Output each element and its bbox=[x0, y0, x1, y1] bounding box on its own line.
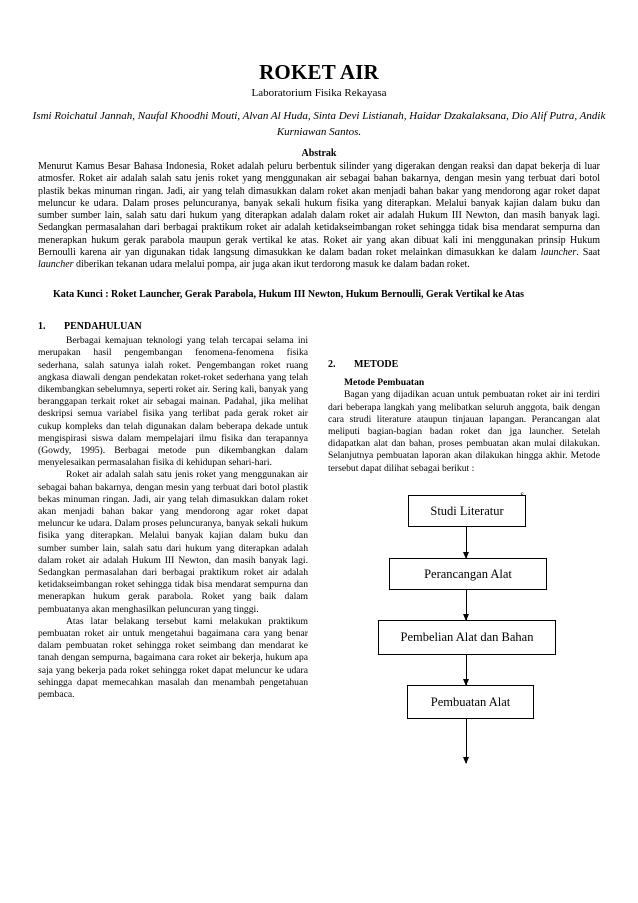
flow-arrow-2 bbox=[466, 590, 467, 620]
abstract-term-launcher-2: launcher bbox=[38, 259, 74, 270]
flow-arrow-4 bbox=[466, 719, 467, 763]
flow-step-pembelian-alat-bahan: Pembelian Alat dan Bahan bbox=[378, 620, 556, 655]
abstract-term-launcher: launcher bbox=[540, 246, 577, 258]
section-2-heading bbox=[328, 359, 600, 371]
section-1-paragraph-1: Berbagai kemajuan teknologi yang telah tercapai selama ini merupakan hasil pengembangan fenomena-fenomena fisika sederhana, salah satunya ialah roket. Pengembangan roket ruang angkasa diawali dengan pendekatan roket-roket sederhana yang telah dikembangkan sebelumnya, seperti roket air. Sering kali, banyak yang beranggapan terkait roket air sebagai mainan. Padahal, jika melihat deskripsi semua variabel fisika yang terlibat pada gerak roket air cukup kompleks dan telah digunakan dalam beberapa dekade untuk mengispirasi siswa dalam mempelajari ilmu fisika dan terapannya (Gowdy, 1995). Berbagai metode pun dikembangkan dalam menyelesaikan permasalahan fisika di kehidupan sehari-hari. bbox=[38, 335, 308, 469]
abstract-text-3: diberikan tekanan udara melalui pompa, air juga akan ikut terdorong masuk ke dalam badan roket. bbox=[73, 259, 470, 270]
section-1-heading bbox=[38, 321, 308, 333]
flow-arrow-3 bbox=[466, 655, 467, 685]
right-column bbox=[328, 359, 600, 475]
abstract-body bbox=[38, 161, 600, 271]
abstract-heading: Abstrak bbox=[301, 148, 337, 159]
paper-title: ROKET AIR bbox=[259, 60, 379, 84]
section-2-number: 2. bbox=[328, 359, 336, 370]
keywords: Kata Kunci : Roket Launcher, Gerak Parabola, Hukum III Newton, Hukum Bernoulli, Gerak Vertikal ke Atas bbox=[53, 289, 525, 300]
section-1-title: PENDAHULUAN bbox=[64, 321, 142, 332]
section-2-subheading: Metode Pembuatan bbox=[344, 377, 425, 389]
paper-affiliation: Laboratorium Fisika Rekayasa bbox=[251, 87, 387, 99]
left-column bbox=[38, 321, 308, 701]
section-1-paragraph-2: Roket air adalah salah satu jenis roket yang menggunakan air sebagai bahan bakarnya, dengan mesin yang terbuat dari botol plastik bekas minuman ringan. Jadi, air yang telah dimasukkan dalam roket akan menjadi bahan bakar yang mendorong agar roket dapat meluncur ke udara. Dalam proses peluncuranya, banyak sekali hukum fisika yang diterapkan. Melalui banyak kajian dalam buku dan sumber sumber lain, salah satu dari hukum yang diterapkan adalah dalam roket air adalah Hukum III Newton, dan masih banyak lagi. Sedangkan permasalahan dari berbagai praktikum roket air adalah ketidakseimbangan roket sehingga tidak bisa mendarat sempurna dan menerapkan hukum gerak parabola. Roket yang baik dalam pembuatanya akan menghasilkan peluncuran yang tinggi. bbox=[38, 469, 308, 615]
section-1-number: 1. bbox=[38, 321, 46, 332]
abstract-text-2: . Saat bbox=[576, 246, 600, 258]
flow-step-studi-literatur: Studi Literatur bbox=[408, 495, 526, 527]
section-2-paragraph-1: Bagan yang dijadikan acuan untuk pembuatan roket air ini terdiri dari beberapa langkah yang melibatkan seluruh anggota, baik dengan cara strudi literature ataupun tinjauan lapangan. Perancangan alat meliputi bagian-bagian badan roket dan jga launcher. Setelah didapatkan alat dan bahan, proses pembuatan akan mulai dilakukan. Selanjutnya pembuatan laporan akan dilakukan hingga akhir. Metode tersebut dapat dilihat sebagai berikut : bbox=[328, 389, 600, 474]
section-2-title: METODE bbox=[354, 359, 399, 370]
abstract-text-1: Menurut Kamus Besar Bahasa Indonesia, Roket adalah peluru berbentuk silinder yang digerakan dengan reaksi dan dapat bekerja di luar atmosfer. Roket air adalah salah satu jenis roket yang menggunakan air sebagai bahan bakarnya, dengan mesin yang terbuat dari botol plastik bekas minuman ringan. Jadi, air yang telah dimasukkan dalam roket akan menjadi bahan bakar yang mendorong agar roket dapat meluncur ke udara. Dalam proses peluncuranya, banyak sekali hukum fisika yang diterapkan. Melalui banyak kajian dalam buku dan sumber sumber lain, salah satu dari hukum yang diterapkan adalah dalam roket air adalah Hukum III Newton, dan masih banyak lagi. Sedangkan permasalahan dari berbagai praktikum roket air adalah ketidakseimbangan roket sehingga tidak bisa mendarat sempurna dan menerapkan hukum gerak parabola maupun gerak vertikal ke atas. Roket air yang akan dibuat kali ini menggunakan prinsip Hukum Bernoulli karena air yan digunakan tidak langsung dimasukkan ke dalam badan roket melainkan dimasukkan ke dalam bbox=[38, 161, 600, 258]
flow-arrow-1 bbox=[466, 527, 467, 558]
section-1-paragraph-3: Atas latar belakang tersebut kami melakukan praktikum pembuatan roket air untuk mengetahui bagaimana cara yang benar dalam pembuatan roket sehingga roket seimbang dan mendarat ke tanah dengan sempurna, bagaimana cara roket air bekerja, hukum apa saja yang bekerja pada roket sehingga roket dapat meluncur ke udara sehingga dapat memecahkan masalah dan menambah pengetahuan pembaca. bbox=[38, 615, 308, 701]
author-list: Ismi Roichatul Jannah, Naufal Khoodhi Mouti, Alvan Al Huda, Sinta Devi Listianah, Haidar Dzakalaksana, Dio Alif Putra, Andik Kurniawan Santos. bbox=[32, 110, 606, 138]
flow-step-pembuatan-alat: Pembuatan Alat bbox=[407, 685, 534, 719]
flow-step-perancangan-alat: Perancangan Alat bbox=[389, 558, 547, 590]
